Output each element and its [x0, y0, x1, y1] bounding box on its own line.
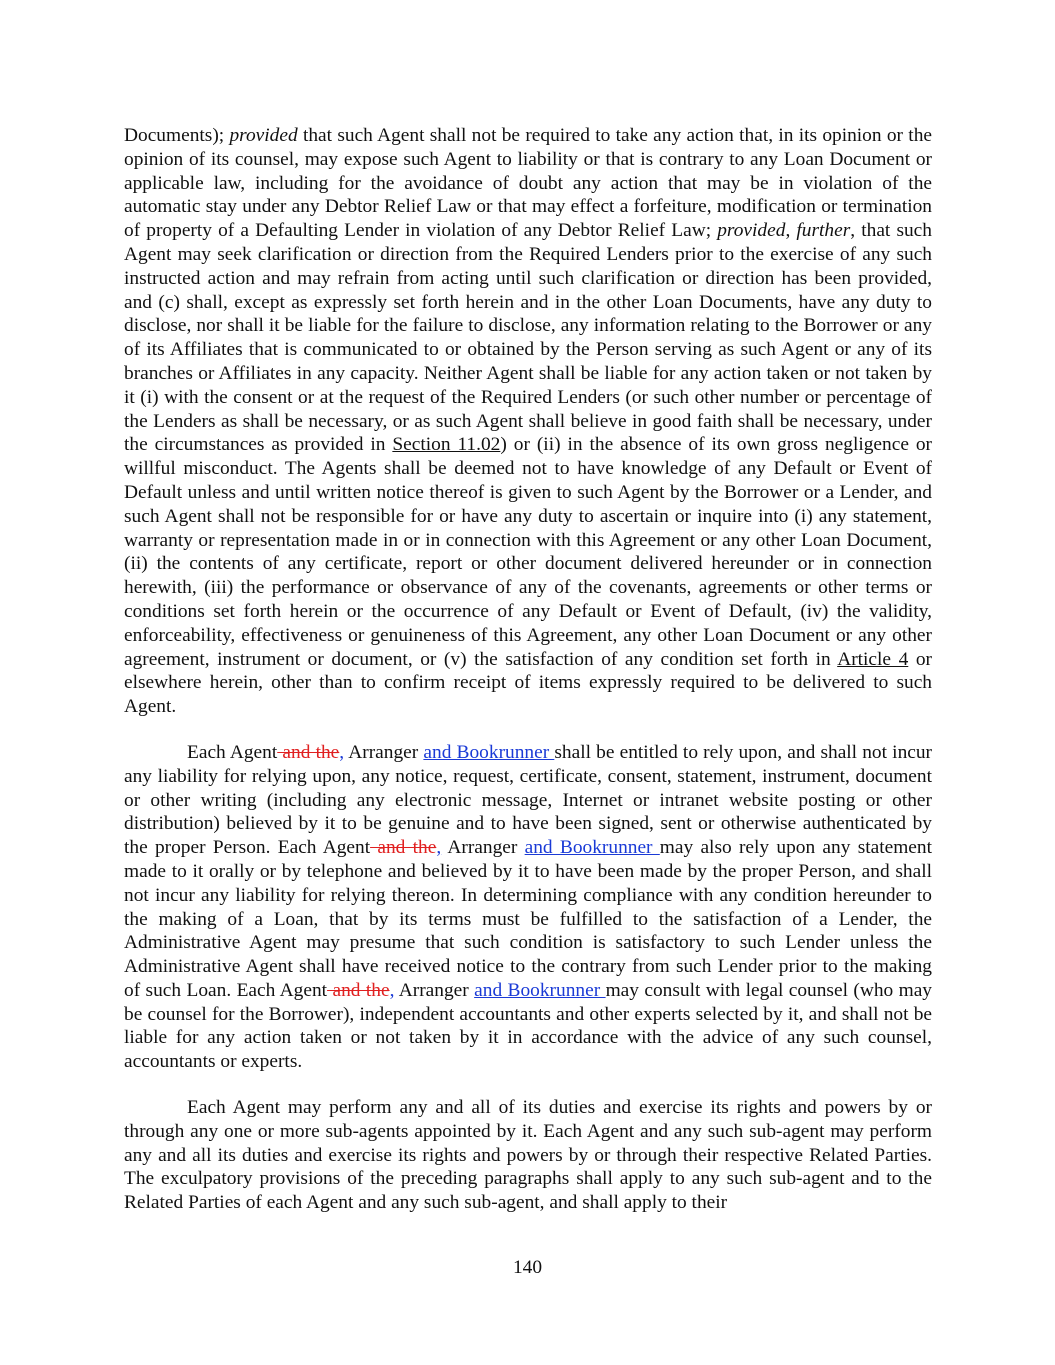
deleted-text: and the [327, 979, 390, 1001]
text-run: Arranger [344, 741, 424, 763]
cross-reference: Article 4 [837, 648, 909, 670]
text-run: or elsewhere herein, other than to confirm receipt of items expressly required to be delivered to such Agent. [124, 648, 932, 718]
text-run: Each Agent may perform any and all of its duties and exercise its rights and powers by or through any one or more sub-agents appointed by it. Each Agent and any such sub-agent may perform any and all its duties and exercise its rights and powers by or through their respective Related Parties. The exculpatory provisions of the preceding paragraphs shall apply to any such sub-agent and to the Related Parties of each Agent and any such sub-agent, and shall apply to their [124, 1097, 932, 1214]
inserted-text: and Bookrunner [524, 837, 660, 859]
italic-term: further [796, 220, 851, 242]
text-run: that such Agent shall not be required to take any action that, in its opinion or the opinion of its counsel, may expose such Agent to liability or that is contrary to any Loan Document or applicable law, including for the avoidance of doubt any action that may be in violation of the automatic stay under any Debtor Relief Law or that may effect a forfeiture, modification or termination of property of a Defaulting Lender in violation of any Debtor Relief Law; [124, 125, 932, 242]
text-run: may consult with legal counsel (who may be counsel for the Borrower), independent accountants and other experts selected by it, and shall not be liable for any action taken or not taken by it in accordance with the advice of any such counsel, accountants or experts. [124, 979, 933, 1073]
inserted-text: , [436, 837, 442, 859]
italic-term: provided [717, 220, 786, 242]
inserted-text: and Bookrunner [474, 979, 606, 1001]
text-run: Arranger [441, 837, 525, 859]
text-run: , that such Agent may seek clarification or direction from the Required Lenders prior to the exercise of any such instructed action and may refrain from acting until such clarification or direction has been provided, and (c) shall, except as expressly set forth herein and in the other Loan Documents, have any duty to disclose, nor shall it be liable for the failure to disclose, any information relating to the Borrower or any of its Affiliates that is communicated to or obtained by the Person serving as such Agent or any of its branches or Affiliates in any capacity. Neither Agent shall be liable for any action taken or not taken by it (i) with the consent or at the request of the Required Lenders (or such other number or percentage of the Lenders as shall be necessary, or as such Agent shall believe in good faith shall be necessary, under the circumstances as provided in [124, 220, 932, 456]
inserted-text: and Bookrunner [423, 741, 555, 763]
paragraph [124, 1096, 932, 1215]
deleted-text: and the [277, 741, 340, 763]
text-run: Arranger [394, 979, 475, 1001]
text-run: Documents); [124, 125, 230, 146]
page-number: 140 [512, 1257, 543, 1278]
text-run: shall be entitled to rely upon, and shall not incur any liability for relying upon, any notice, request, certificate, consent, statement, instrument, document or other writing (including any electronic message, Internet or intranet website posting or other distribution) believed by it to be genuine and to have been signed, sent or otherwise authenticated by the proper Person. Each Agent [124, 741, 933, 859]
inserted-text: , [389, 979, 395, 1001]
paragraph [124, 741, 932, 1074]
cross-reference: Section 11.02 [392, 434, 501, 456]
text-run: , [785, 220, 797, 242]
text-run: may also rely upon any statement made to it orally or by telephone and believed by it to have been made by the proper Person, and shall not incur any liability for relying thereon. In determining compliance with any condition hereunder to the making of a Loan, that by its terms must be fulfilled to the satisfaction of a Lender, the Administrative Agent may presume that such condition is satisfactory to such Lender unless the Administrative Agent shall have received notice to the contrary from such Lender prior to the making of such Loan. Each Agent [124, 837, 932, 1001]
italic-term: provided [229, 125, 298, 146]
text-run: ) or (ii) in the absence of its own gross negligence or willful misconduct. The Agents shall be deemed not to have knowledge of any Default or Event of Default unless and until written notice thereof is given to such Agent by the Borrower or a Lender, and such Agent shall not be responsible for or have any duty to ascertain or inquire into (i) any statement, warranty or representation made in or in connection with this Agreement or any other Loan Document, (ii) the contents of any certificate, report or other document delivered hereunder or in connection herewith, (iii) the performance or observance of any of the covenants, agreements or other terms or conditions set forth herein or the occurrence of any Default or Event of Default, (iv) the validity, enforceability, effectiveness or genuineness of this Agreement, any other Loan Document or any other agreement, instrument or document, or (v) the satisfaction of any condition set forth in [124, 434, 933, 670]
text-run: Each Agent [187, 741, 278, 763]
inserted-text: , [339, 741, 345, 763]
deleted-text: and the [370, 837, 437, 859]
document-body [124, 124, 932, 1215]
paragraph [124, 124, 932, 719]
